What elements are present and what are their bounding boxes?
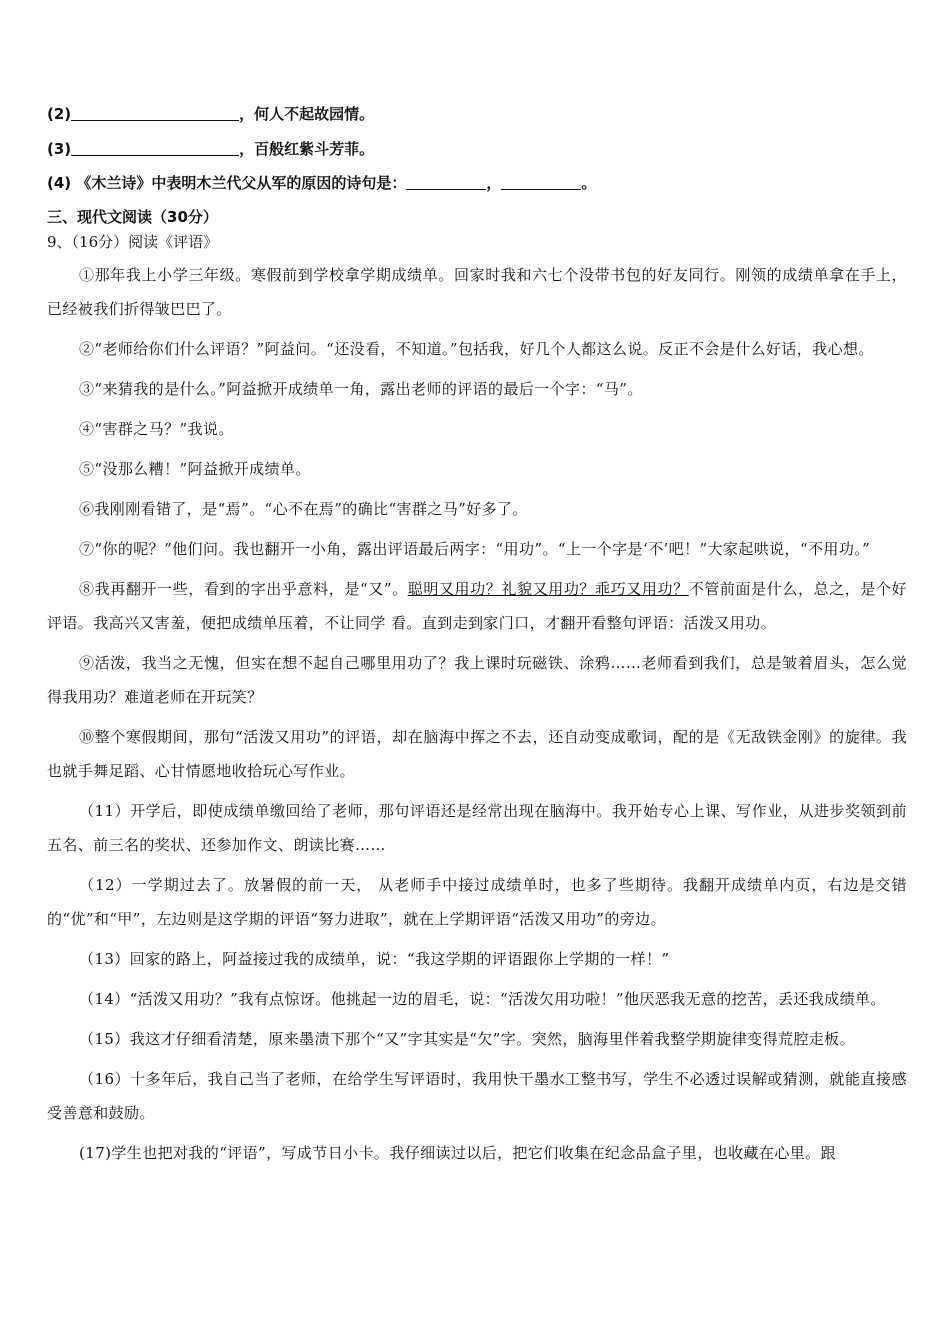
paragraph-8 [47, 572, 907, 640]
paragraph-1: ①那年我上小学三年级。寒假前到学校拿学期成绩单。回家时我和六七个没带书包的好友同行。刚领的成绩单拿在手上，已经被我们折得皱巴巴了。 [47, 266, 907, 318]
question-4 [47, 172, 596, 193]
question-number: (3) [47, 140, 72, 158]
paragraph-4: ④“害群之马？”我说。 [79, 420, 234, 438]
reading-question-title: 9、（16分）阅读《评语》 [47, 233, 219, 251]
paragraph-6: ⑥我刚刚看错了，是“焉”。“心不在焉”的确比“害群之马”好多了。 [79, 500, 528, 518]
paragraph-12: （12）一学期过去了。放暑假的前一天， 从老师手中接过成绩单时，也多了些期待。我翻开成绩单内页，右边是交错的“优”和“甲”，左边则是这学期的评语“努力进取”，就在上学期评语“活泼又用功”的旁边。 [47, 876, 907, 928]
answer-blank[interactable] [406, 175, 486, 190]
paragraph-8-end: 不管前面是什么，总之，是个好评语。我高兴又害羞，便把成绩单压着，不让同学 看。直到走到家门口，才翻开看整句评语：活泼又用功。 [47, 580, 908, 632]
answer-blank[interactable] [71, 141, 239, 156]
paragraph-8-start: ⑧我再翻开一些，看到的字出乎意料，是“又”。 [79, 580, 408, 598]
end-mark: 。 [581, 174, 597, 192]
paragraph-9: ⑨活泼，我当之无愧，但实在想不起自己哪里用功了？我上课时玩磁铁、涂鸦……老师看到我们，总是皱着眉头，怎么觉得我用功？难道老师在开玩笑？ [47, 654, 907, 706]
paragraph-11: （11）开学后，即使成绩单缴回给了老师，那句评语还是经常出现在脑海中。我开始专心上课、写作业，从进步奖领到前五名、前三名的奖状、还参加作文、朗读比赛…… [47, 802, 907, 854]
paragraph-5: ⑤“没那么糟！”阿益掀开成绩单。 [79, 460, 311, 478]
paragraph-7: ⑦“你的呢？”他们问。我也翻开一小角，露出评语最后两字：“用功”。“上一个字是‘不’吧！”大家起哄说，“不用功。” [79, 540, 871, 558]
question-number: (2) [47, 105, 72, 123]
question-text: 《木兰诗》中表明木兰代父从军的原因的诗句是： [76, 174, 407, 192]
question-3 [47, 138, 374, 159]
separator: ， [486, 174, 502, 192]
question-text: ，何人不起故园情。 [239, 105, 375, 123]
paragraph-16: （16）十多年后，我自己当了老师，在给学生写评语时，我用快干墨水工整书写，学生不必透过误解或猜测，就能直接感受善意和鼓励。 [47, 1070, 907, 1122]
paragraph-2: ②“老师给你们什么评语？”阿益问。“还没看，不知道。”包括我，好几个人都这么说。反正不会是什么好话，我心想。 [79, 340, 874, 358]
paragraph-13: （13）回家的路上，阿益接过我的成绩单，说：“我这学期的评语跟你上学期的一样！” [79, 950, 670, 968]
reading-article [47, 258, 907, 1176]
paragraph-3: ③“来猜我的是什么。”阿益掀开成绩单一角，露出老师的评语的最后一个字：“马”。 [79, 380, 643, 398]
section-title: 三、现代文阅读（30分） [47, 208, 218, 226]
paragraph-10: ⑩整个寒假期间，那句“活泼又用功”的评语，却在脑海中挥之不去，还自动变成歌词，配的是《无敌铁金刚》的旋律。我也就手舞足蹈、心甘情愿地收拾玩心写作业。 [47, 728, 907, 780]
paragraph-17: (17)学生也把对我的“评语”，写成节日小卡。我仔细读过以后，把它们收集在纪念品盒子里，也收藏在心里。跟 [79, 1144, 836, 1162]
question-number: (4) [47, 174, 72, 192]
answer-blank[interactable] [71, 106, 239, 121]
question-text: ，百般红紫斗芳菲。 [239, 140, 375, 158]
paragraph-14: （14）“活泼又用功？”我有点惊讶。他挑起一边的眉毛，说：“活泼欠用功啦！”他厌恶我无意的挖苦，丢还我成绩单。 [79, 990, 886, 1008]
underlined-sentence: 聪明又用功？礼貌又用功？乖巧又用功？ [407, 580, 689, 598]
answer-blank[interactable] [501, 175, 581, 190]
question-2 [47, 103, 374, 124]
paragraph-15: （15）我这才仔细看清楚，原来墨渍下那个“又”字其实是“欠”字。突然，脑海里伴着我整学期旋律变得荒腔走板。 [79, 1030, 855, 1048]
